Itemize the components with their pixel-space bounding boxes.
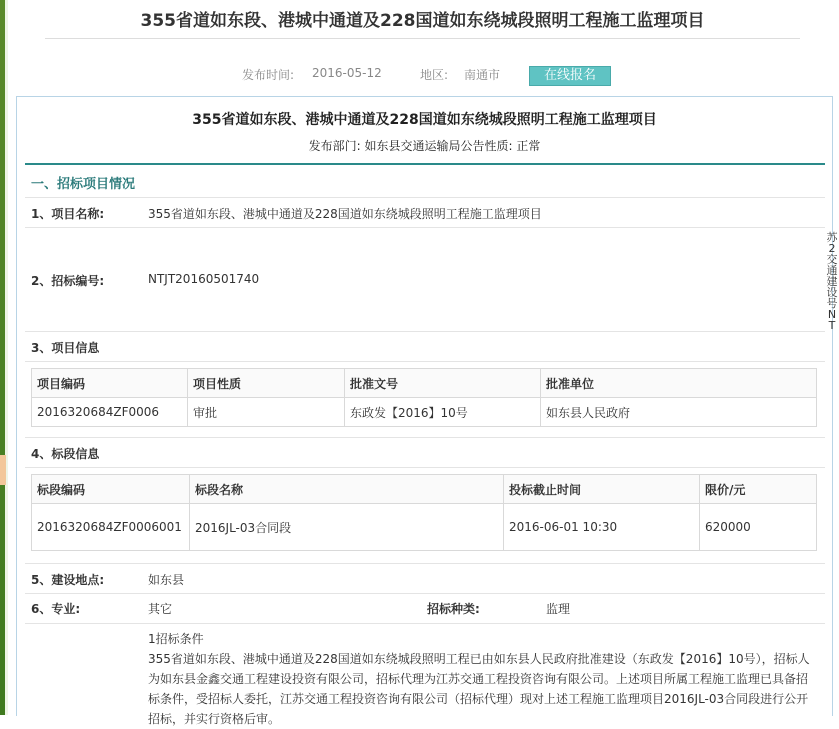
bid-type-value: 监理 xyxy=(546,602,571,616)
publish-department: 发布部门: 如东县交通运输局公告性质: 正常 xyxy=(308,139,541,153)
project-info-label: 3、项目信息 xyxy=(31,341,100,355)
table-row xyxy=(32,504,817,551)
table-header: 批准单位 xyxy=(541,369,817,398)
area-value: 南通市 xyxy=(464,68,501,82)
bid-number-label: 2、招标编号: xyxy=(31,274,105,288)
bid-type-label: 招标种类: xyxy=(427,602,480,616)
table-cell: 2016320684ZF0006001 xyxy=(32,504,190,551)
row-divider xyxy=(25,197,825,198)
row-divider xyxy=(25,437,825,438)
left-edge-strip xyxy=(5,0,8,715)
table-row xyxy=(32,398,817,427)
lot-info-table xyxy=(31,474,817,551)
table-header: 项目编码 xyxy=(32,369,188,398)
row-divider xyxy=(25,227,825,228)
online-register-button[interactable]: 在线报名 xyxy=(529,66,611,86)
table-header: 项目性质 xyxy=(188,369,345,398)
table-cell: 审批 xyxy=(188,398,345,427)
project-info-table xyxy=(31,368,817,427)
project-name-value: 355省道如东段、港城中通道及228国道如东绕城段照明工程施工监理项目 xyxy=(148,207,542,221)
table-header: 批准文号 xyxy=(345,369,541,398)
table-header: 投标截止时间 xyxy=(504,475,700,504)
table-cell: 2016-06-01 10:30 xyxy=(504,504,700,551)
table-cell: 如东县人民政府 xyxy=(541,398,817,427)
notice-content xyxy=(16,96,833,726)
major-label: 6、专业: xyxy=(31,602,81,616)
section-divider xyxy=(25,163,825,165)
table-cell: 2016JL-03合同段 xyxy=(190,504,504,551)
row-divider xyxy=(25,467,825,468)
location-value: 如东县 xyxy=(148,573,185,587)
location-label: 5、建设地点: xyxy=(31,573,105,587)
table-header: 标段名称 xyxy=(190,475,504,504)
side-vertical-text: 苏2交通建设号NT xyxy=(826,231,838,332)
publish-date: 2016-05-12 xyxy=(312,66,382,80)
table-header: 限价/元 xyxy=(700,475,817,504)
page-title: 355省道如东段、港城中通道及228国道如东绕城段照明工程施工监理项目 xyxy=(45,6,800,39)
row-divider xyxy=(25,593,825,594)
date-label: 发布时间: xyxy=(242,68,295,82)
conditions-paragraph xyxy=(148,629,818,729)
row-divider xyxy=(25,361,825,362)
side-marker xyxy=(0,455,6,485)
lot-info-label: 4、标段信息 xyxy=(31,447,100,461)
conditions-text: 355省道如东段、港城中通道及228国道如东绕城段照明工程已由如东县人民政府批准建设（东政发【2016】10号），招标人为如东县金鑫交通工程建设投资有限公司，招标代理为江苏交通工程投资咨询有限公司。上述项目所属工程施工监理已具备招标条件，受招标人委托，江苏交通工程投资咨询有限公司（招标代理）现对上述工程施工监理项目2016JL-03合同段进行公开招标，并实行资格后审。 xyxy=(148,652,810,726)
area-label: 地区: xyxy=(420,68,449,82)
major-value: 其它 xyxy=(148,602,173,616)
table-header: 标段编码 xyxy=(32,475,190,504)
section-heading: 一、招标项目情况 xyxy=(31,177,136,192)
table-cell: 东政发【2016】10号 xyxy=(345,398,541,427)
row-divider xyxy=(25,623,825,624)
bid-number-value: NTJT20160501740 xyxy=(148,272,260,286)
row-divider xyxy=(25,331,825,332)
project-name-label: 1、项目名称: xyxy=(31,207,105,221)
table-cell: 620000 xyxy=(700,504,817,551)
content-title: 355省道如东段、港城中通道及228国道如东绕城段照明工程施工监理项目 xyxy=(192,112,657,128)
row-divider xyxy=(25,563,825,564)
table-cell: 2016320684ZF0006 xyxy=(32,398,188,427)
conditions-title: 1招标条件 xyxy=(148,632,204,646)
